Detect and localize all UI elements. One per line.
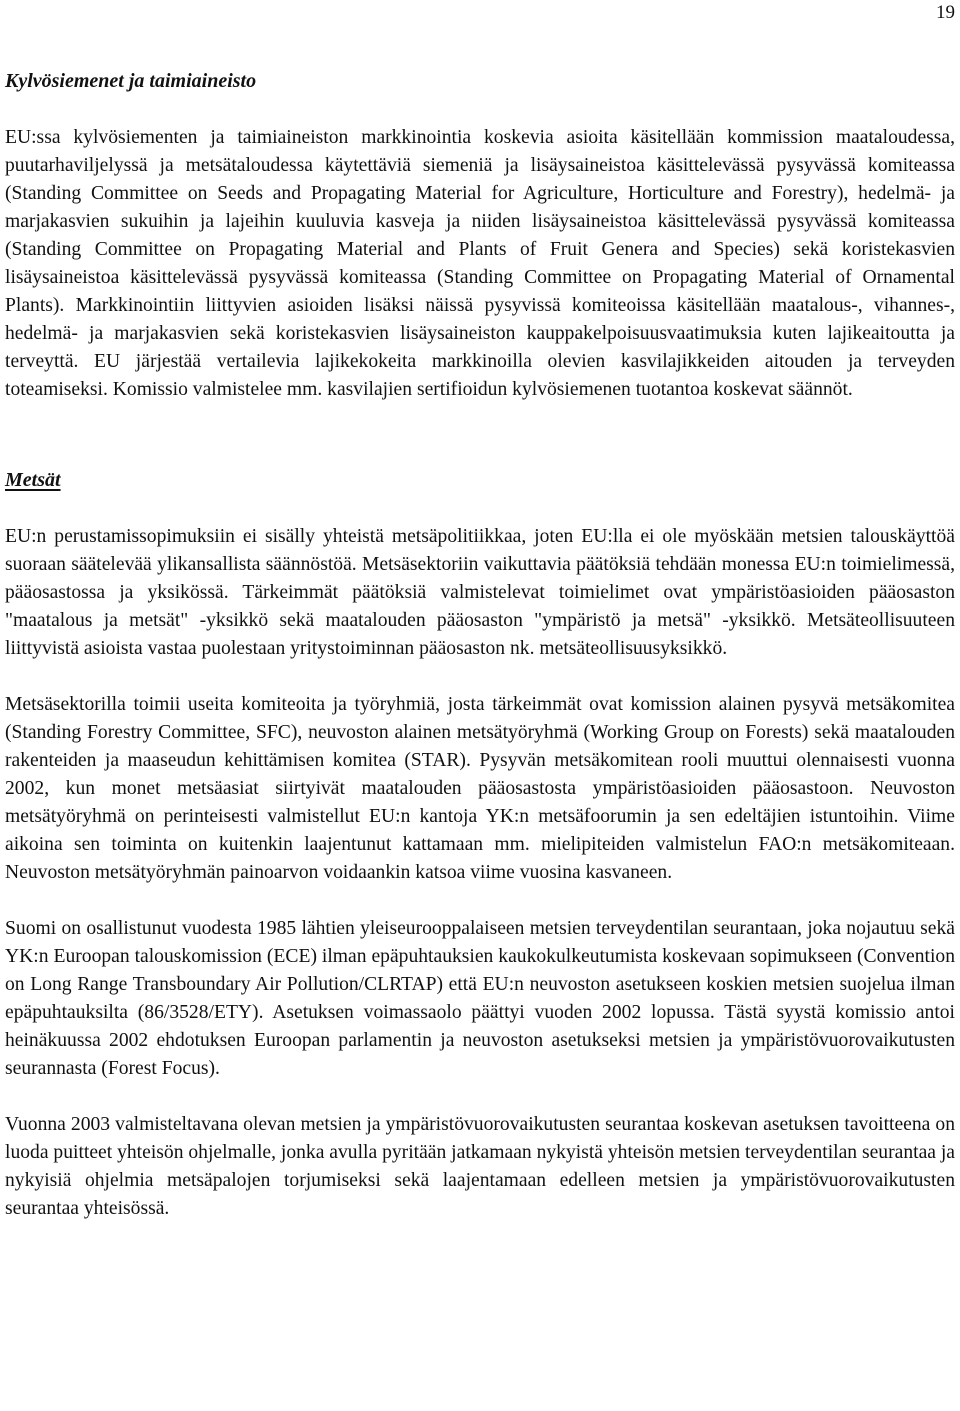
paragraph: Vuonna 2003 valmisteltavana olevan metsien ja ympäristövuorovaikutusten seurantaa koskevan asetuksen tavoitteena on luoda puitteet yhteisön ohjelmalle, jonka avulla pyritään jatkamaan nykyistä yhteisön metsien terveydentilan seurantaa ja nykyisiä ohjelmia metsäpalojen torjumiseksi sekä laajentamaan edelleen metsien ja ympäristövuorovaikutusten seurantaa yhteisössä.: [5, 1114, 956, 1219]
paragraph: EU:n perustamissopimuksiin ei sisälly yhteistä metsäpolitiikkaa, joten EU:lla ei ole myöskään metsien talouskäyttöä suoraan säätelevää ylikansallista säännöstöä. Metsäsektoriin vaikuttavia päätöksiä tehdään monessa EU:n toimielimessä, pääosastossa ja yksikössä. Tärkeimmät päätöksiä valmistelevat toimielimet ovat ympäristöasioiden pääosaston "maatalous ja metsät" -yksikkö sekä maatalouden pääosaston "ympäristö ja metsä" -yksikkö. Metsäteollisuuteen liittyvistä asioista vastaa puolestaan yritystoiminnan pääosaston nk. metsäteollisuusyksikkö.: [5, 526, 955, 659]
paragraph: EU:ssa kylvösiementen ja taimiaineiston markkinointia koskevia asioita käsitellään kommission maataloudessa, puutarhaviljelyssä ja metsätaloudessa käytettäviä siemeniä ja lisäysaineistoa käsittelevässä pysyvässä komiteassa (Standing Committee on Seeds and Propagating Material for Agriculture, Horticulture and Forestry), hedelmä- ja marjakasvien sukuihin ja lajeihin kuuluvia kasveja ja niiden lisäysaineistoa käsittelevässä pysyvässä komiteassa (Standing Committee on Propagating Material and Plants of Fruit Genera and Species) sekä koristekasvien lisäysaineistoa käsittelevässä pysyvässä komiteassa (Standing Committee on Propagating Material of Ornamental Plants). Markkinointiin liittyvien asioiden lisäksi näissä pysyvissä komiteoissa käsitellään maatalous-, vihannes-, hedelmä- ja marjakasvien sekä koristekasvien lisäysaineiston kauppakelpoisuusvaatimuksia kuten lajikeaitoutta ja terveyttä. EU järjestää vertailevia lajikekokeita markkinoilla olevien kasvilajikkeiden aitouden ja terveyden toteamiseksi. Komissio valmistelee mm. kasvilajien sertifioidun kylvösiemenen tuotantoa koskevat säännöt.: [5, 127, 955, 400]
section-heading-metsat-text: Metsät: [5, 469, 61, 491]
section-heading-kylvosiemenet: Kylvösiemenet ja taimiaineisto: [5, 70, 257, 92]
page-number: 19: [936, 2, 955, 23]
page-content: [5, 67, 955, 1223]
paragraph: Suomi on osallistunut vuodesta 1985 lähtien yleiseurooppalaiseen metsien terveydentilan seurantaan, joka nojautuu sekä YK:n Euroopan talouskomission (ECE) ilman epäpuhtauksien kaukokulkeutumista koskevaan sopimukseen (Convention on Long Range Transboundary Air Pollution/CLRTAP) että EU:n neuvoston asetukseen koskien metsien suojelua ilman epäpuhtauksilta (86/3528/ETY). Asetuksen voimassaolo päättyi vuoden 2002 lopussa. Tästä syystä komissio antoi heinäkuussa 2002 ehdotuksen Euroopan parlamentin ja neuvoston asetukseksi metsien ja ympäristövuorovaikutusten seurannasta (Forest Focus).: [5, 918, 955, 1079]
section-heading-metsat: [5, 466, 955, 494]
paragraph: Metsäsektorilla toimii useita komiteoita ja työryhmiä, josta tärkeimmät ovat komission alainen pysyvä metsäkomitea (Standing Forestry Committee, SFC), neuvoston alainen metsätyöryhmä (Working Group on Forests) sekä maatalouden rakenteiden ja maaseudun kehittämisen komitea (STAR). Pysyvän metsäkomitean rooli muuttui olennaisesti vuonna 2002, kun monet metsäasiat siirtyivät maatalouden pääosastosta ympäristöasioiden pääosastoon. Neuvoston metsätyöryhmä on perinteisesti valmistellut EU:n kantoja YK:n metsäfoorumin ja sen edeltäjien istuntoihin. Viime aikoina sen toiminta on kuitenkin laajentunut kattamaan mm. mielipiteiden valmistelun FAO:n metsäkomiteaan. Neuvoston metsätyöryhmän painoarvon voidaankin katsoa viime vuosina kasvaneen.: [5, 694, 955, 883]
